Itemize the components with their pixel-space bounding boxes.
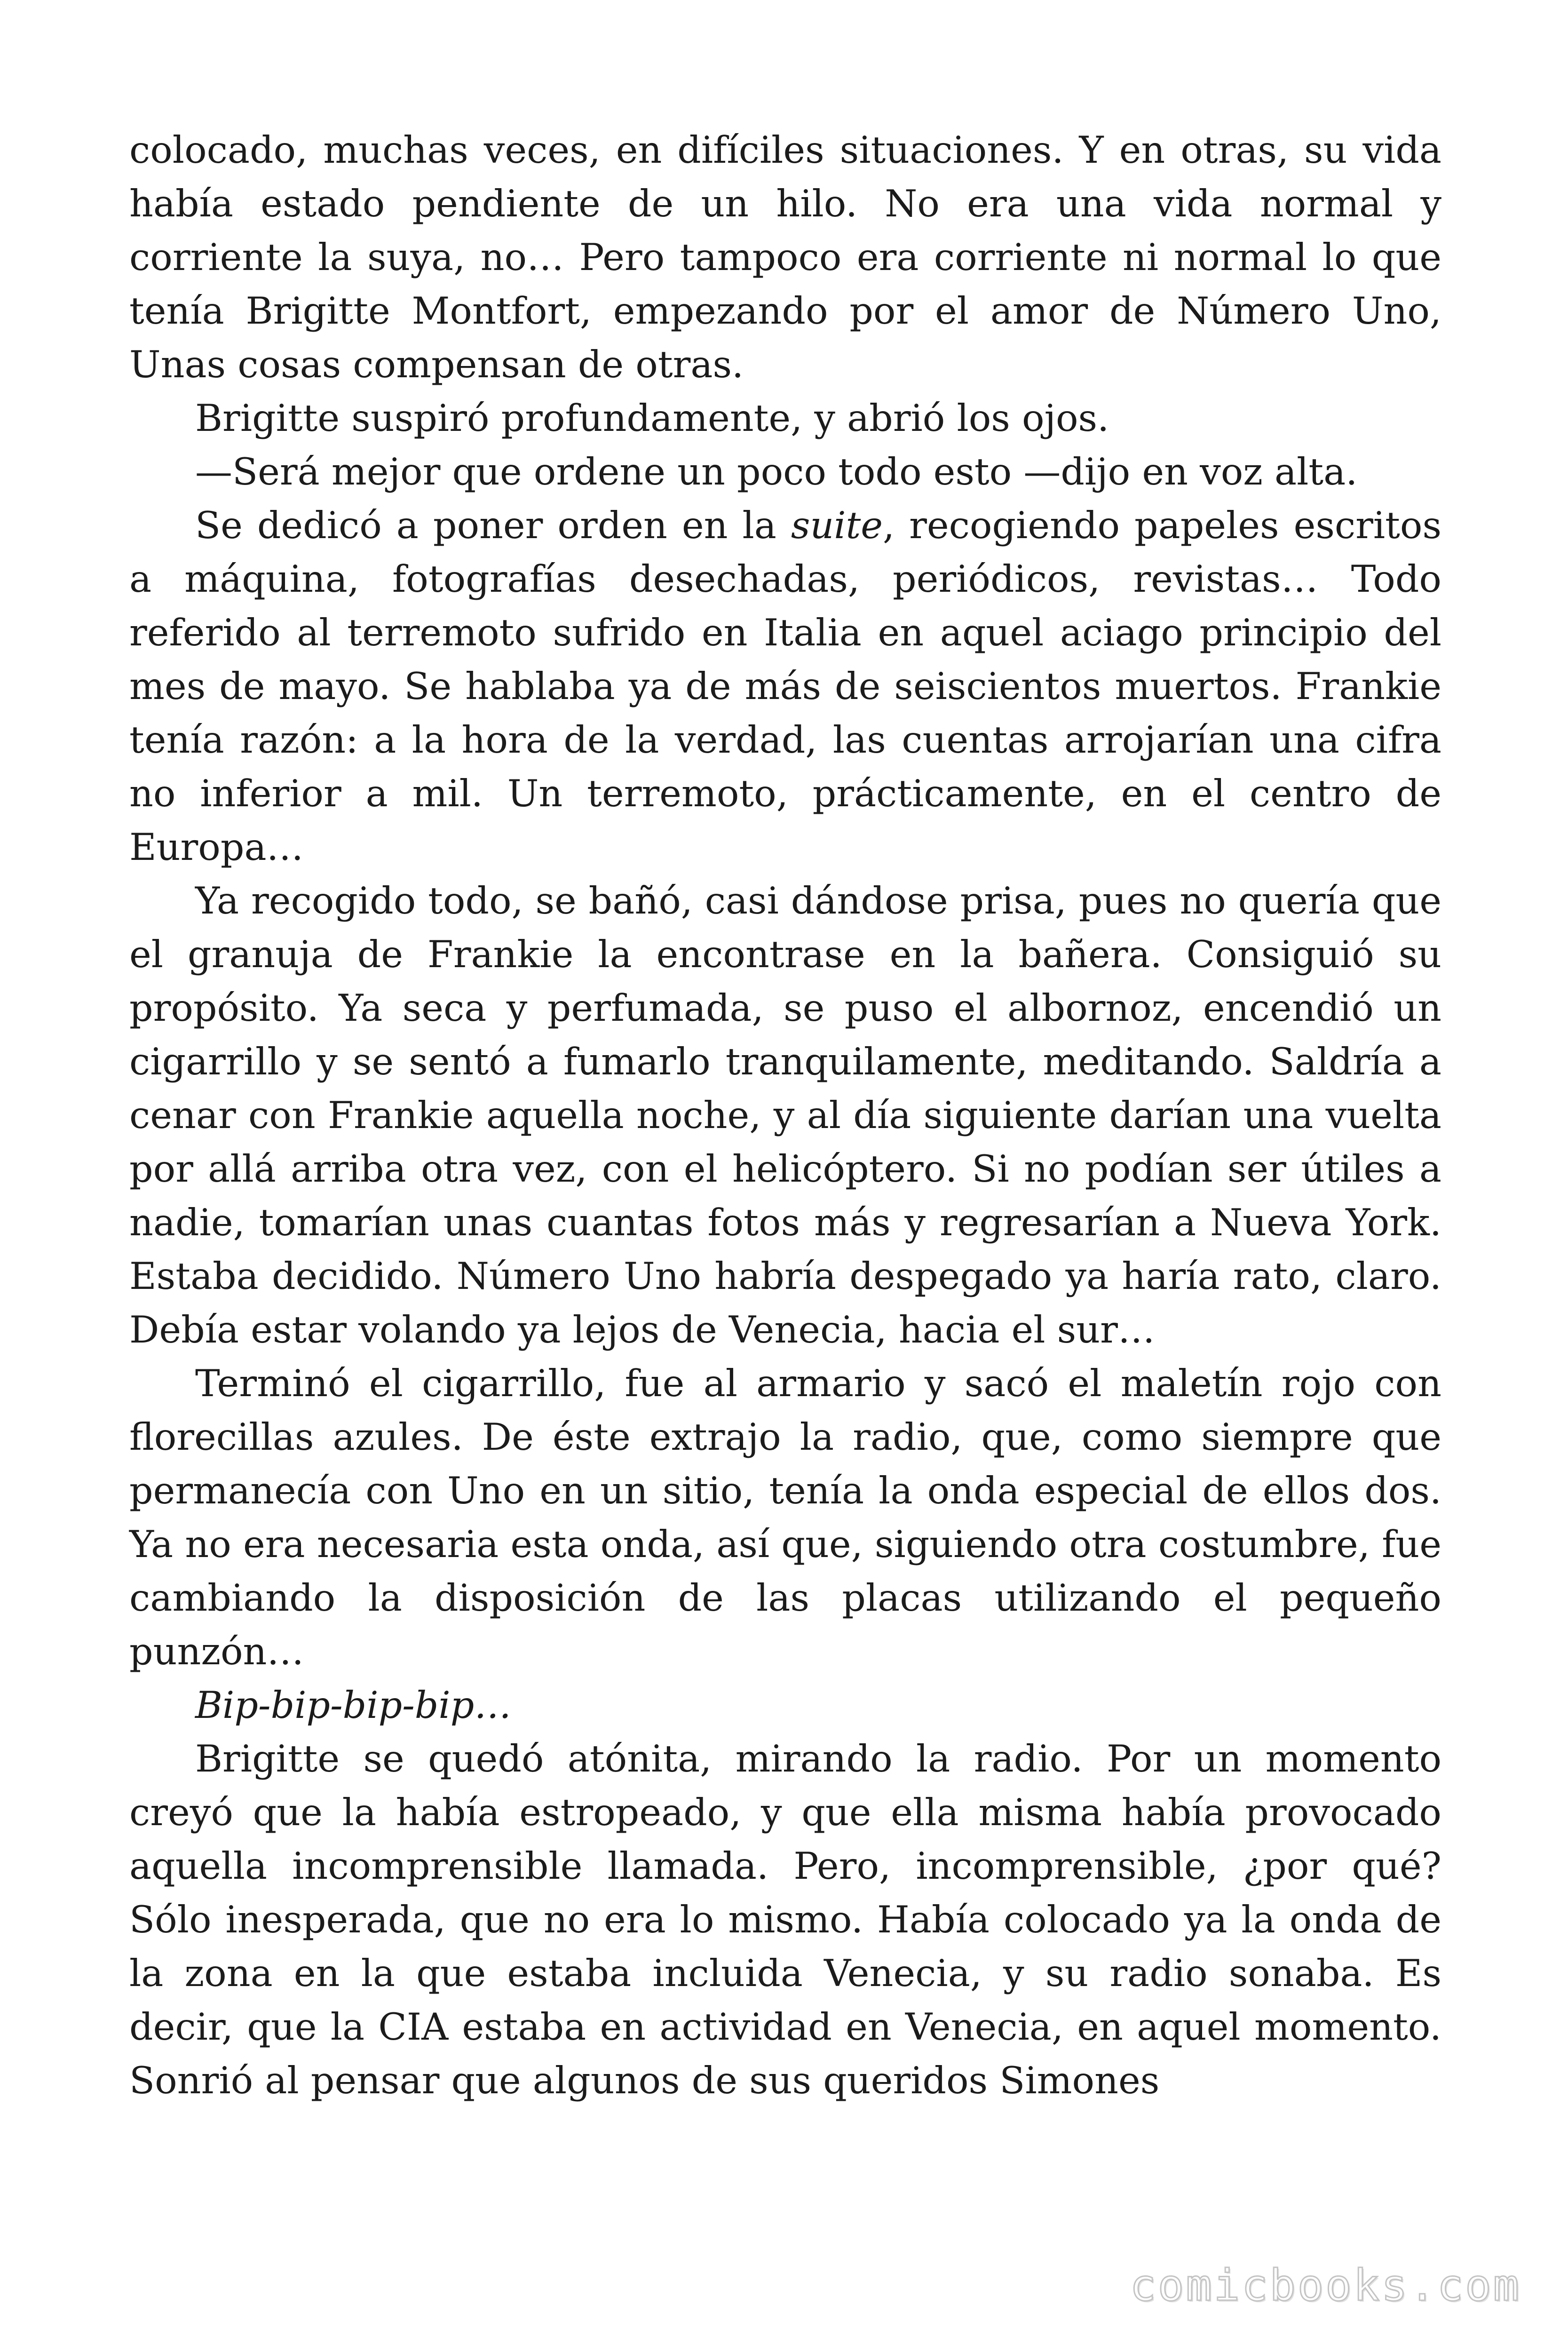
paragraph-6-text: Terminó el cigarrillo, fue al armario y sacó el maletín rojo con florecillas azules. De éste extrajo la radio, que, como siempre que permanecía con Uno en un sitio, tenía la onda especial de ellos dos. Ya no era necesaria esta onda, así que, siguiendo otra costumbre, fue cambiando la disposición de las placas utilizando el pequeño punzón… <box>129 1362 1441 1673</box>
paragraph-5-text: Ya recogido todo, se bañó, casi dándose prisa, pues no quería que el granuja de Frankie la encontrase en la bañera. Consiguió su propósito. Ya seca y perfumada, se puso el albornoz, encendió un cigarrillo y se sentó a fumarlo tranquilamente, meditando. Saldría a cenar con Frankie aquella noche, y al día siguiente darían una vuelta por allá arriba otra vez, con el helicóptero. Si no podían ser útiles a nadie, tomarían unas cuantas fotos más y regresarían a Nueva York. Estaba decidido. Número Uno habría despegado ya haría rato, claro. Debía estar volando ya lejos de Venecia, hacia el sur… <box>129 879 1441 1351</box>
paragraph-4 <box>129 499 1441 874</box>
paragraph-4-italic-suite: suite <box>791 504 883 547</box>
paragraph-8-text: Brigitte se quedó atónita, mirando la radio. Por un momento creyó que la había estropeado, y que ella misma había provocado aquella incomprensible llamada. Pero, incomprensible, ¿por qué? Sólo inesperada, que no era lo mismo. Había colocado ya la onda de la zona en la que estaba incluida Venecia, y su radio sonaba. Es decir, que la CIA estaba en actividad en Venecia, en aquel momento. Sonrió al pensar que algunos de sus queridos Simones <box>129 1737 1441 2102</box>
paragraph-1 <box>129 123 1441 391</box>
watermark-text: comicbooks.com <box>1130 2260 1521 2311</box>
paragraph-2-text: Brigitte suspiró profundamente, y abrió los ojos. <box>195 397 1109 440</box>
paragraph-3-text: —Será mejor que ordene un poco todo esto —dijo en voz alta. <box>195 450 1358 493</box>
paragraph-1-text: colocado, muchas veces, en difíciles situaciones. Y en otras, su vida había estado pendiente de un hilo. No era una vida normal y corriente la suya, no… Pero tampoco era corriente ni normal lo que tenía Brigitte Montfort, empezando por el amor de Número Uno, Unas cosas compensan de otras. <box>129 128 1441 386</box>
paragraph-4-text-a: Se dedicó a poner orden en la <box>195 504 791 547</box>
paragraph-5 <box>129 874 1441 1357</box>
paragraph-3 <box>129 445 1441 499</box>
paragraph-7 <box>129 1678 1441 1732</box>
paragraph-2 <box>129 391 1441 445</box>
paragraph-7-text: Bip-bip-bip-bip… <box>195 1684 512 1727</box>
paragraph-6 <box>129 1357 1441 1678</box>
paragraph-8 <box>129 1732 1441 2107</box>
paragraph-4-text-b: , recogiendo papeles escritos a máquina, fotografías desechadas, periódicos, revistas… Todo referido al terremoto sufrido en Italia en aquel aciago principio del mes de mayo. Se hablaba ya de más de seiscientos muertos. Frankie tenía razón: a la hora de la verdad, las cuentas arrojarían una cifra no inferior a mil. Un terremoto, prácticamente, en el centro de Europa… <box>129 504 1441 869</box>
body-text <box>129 123 1441 2107</box>
